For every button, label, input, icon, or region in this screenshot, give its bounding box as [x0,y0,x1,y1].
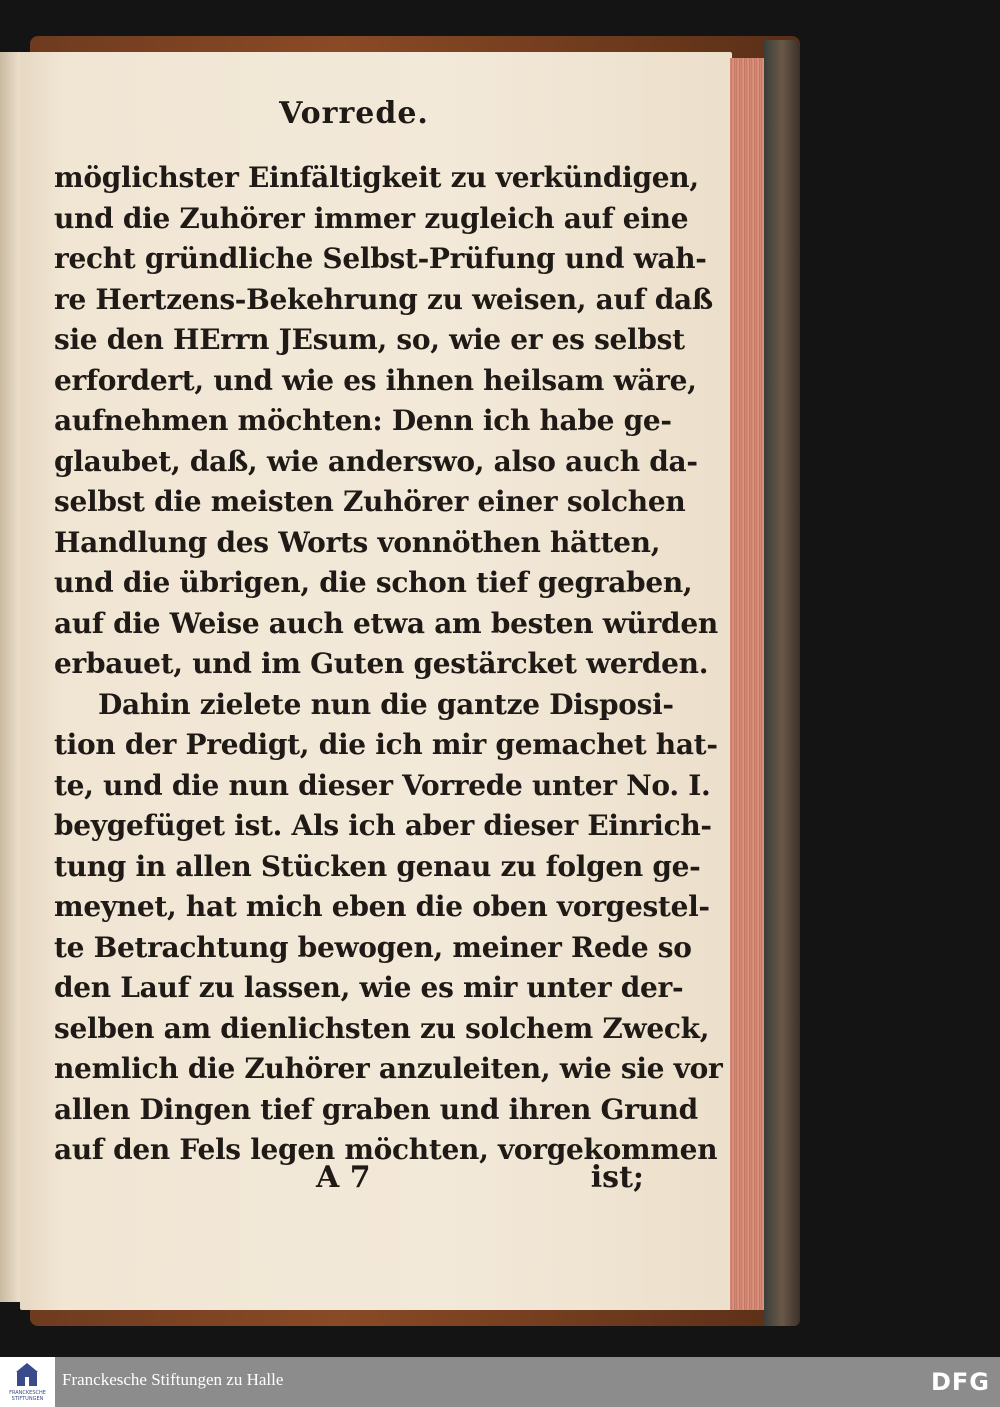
text-line: re Hertzens-Bekehrung zu weisen, auf daß [54,282,713,316]
text-line: glaubet, daß, wie anderswo, also auch da- [54,444,698,478]
text-line: beygefüget ist. Als ich aber dieser Einrich- [54,809,712,842]
text-line: selben am dienlichsten zu solchem Zweck, [54,1011,710,1045]
left-page-edge [0,52,22,1302]
dfg-logo[interactable]: DFG [930,1368,990,1396]
text-line: aufnehmen möchten: Denn ich habe ge- [54,404,672,437]
text-line: und die übrigen, die schon tief gegraben, [54,566,693,599]
signature-mark: A 7 [316,1160,371,1195]
text-line: nemlich die Zuhörer anzuleiten, wie sie vor [54,1052,723,1085]
text-line: erfordert, und wie es ihnen heilsam wäre, [54,363,697,397]
text-line: meynet, hat mich eben die oben vorgestel- [54,890,710,923]
text-line: auf den Fels legen möchten, vorgekommen [54,1133,718,1166]
text-line: tion der Predigt, die ich mir gemachet hat- [54,728,718,761]
text-line: recht gründliche Selbst-Prüfung und wah- [54,242,707,275]
viewer-footer-bar [0,1357,1000,1407]
text-block [54,84,723,1171]
text-line: te Betrachtung bewogen, meiner Rede so [54,930,692,964]
text-line: und die Zuhörer immer zugleich auf eine [54,201,689,235]
text-line: tung in allen Stücken genau zu folgen ge- [54,849,701,883]
text-line: selbst die meisten Zuhörer einer solchen [54,485,686,518]
text-line: Dahin zielete nun die gantze Disposi- [98,687,674,721]
logo-text: FRANCKESCHE STIFTUNGEN [9,1390,46,1402]
text-line: te, und die nun dieser Vorrede unter No. I. [54,768,711,802]
running-head: Vorrede. [279,96,429,131]
book-binding [764,40,800,1326]
franckesche-logo-icon [14,1362,40,1388]
institution-name[interactable]: Franckesche Stiftungen zu Halle [62,1370,284,1389]
text-line: den Lauf zu lassen, wie es mir unter der- [54,971,684,1004]
text-line: möglichster Einfältigkeit zu verkündigen, [54,161,699,194]
institution-logo[interactable] [0,1357,55,1407]
text-line: allen Dingen tief graben und ihren Grund [54,1092,698,1126]
text-line: sie den HErrn JEsum, so, wie er es selbst [54,323,685,356]
text-line: Handlung des Worts vonnöthen hätten, [54,525,661,559]
text-line: erbauet, und im Guten gestärcket werden. [54,647,709,680]
catchword: ist; [590,1160,644,1195]
page-edges [730,58,766,1310]
page-footer [54,1160,644,1210]
text-line: auf die Weise auch etwa am besten würden [54,606,718,640]
